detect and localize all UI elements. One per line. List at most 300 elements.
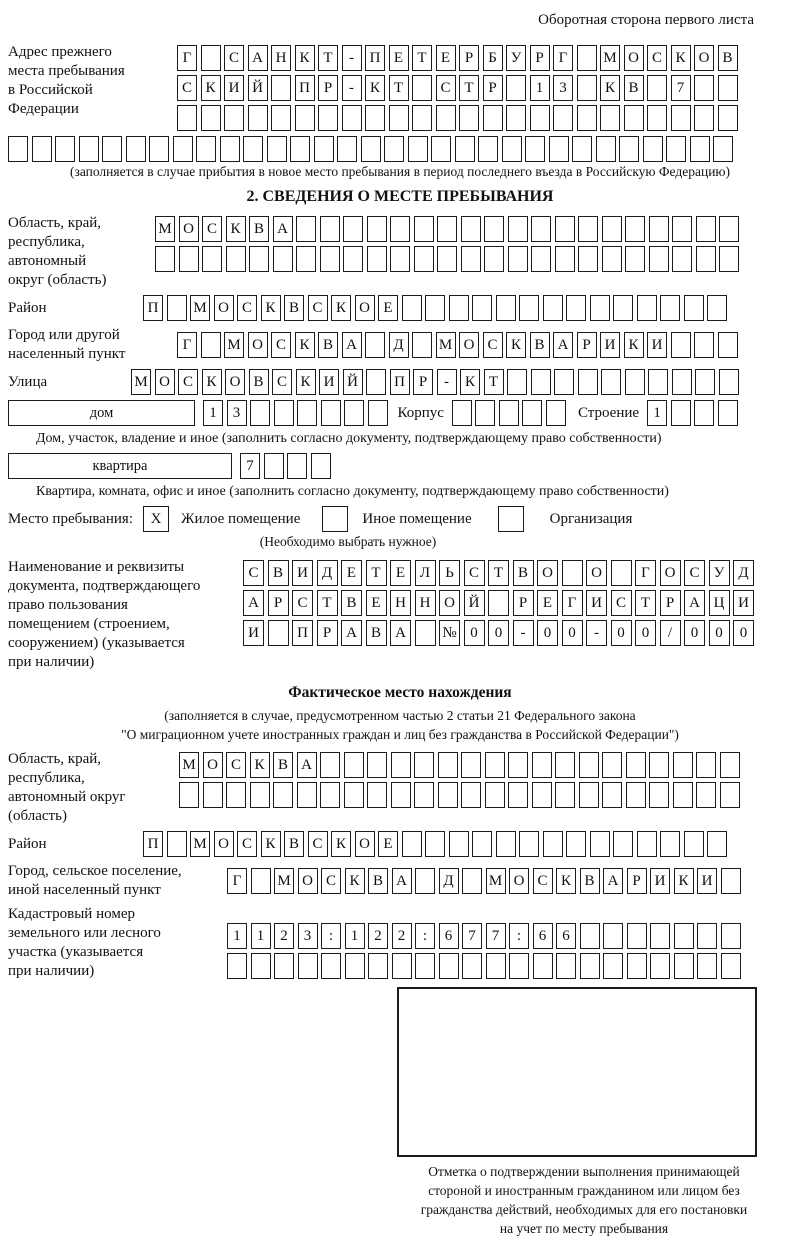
form-cell: № (439, 620, 460, 646)
actual-district-label: Район (8, 836, 47, 852)
form-cell: Т (412, 45, 432, 71)
form-cell (452, 400, 472, 426)
form-cell: К (365, 75, 385, 101)
form-cell: Р (413, 369, 433, 395)
form-cell (522, 400, 542, 426)
form-cell: А (603, 868, 623, 894)
stay-option-residential-label: Жилое помещение (181, 510, 301, 527)
form-cell: 2 (392, 923, 412, 949)
form-cell (625, 369, 645, 395)
form-cell (173, 136, 193, 162)
region-row-2 (155, 246, 739, 272)
form-cell: К (295, 45, 315, 71)
form-cell: С (177, 75, 197, 101)
form-cell (344, 752, 364, 778)
form-cell: А (390, 620, 411, 646)
form-cell (55, 136, 75, 162)
form-cell: 1 (345, 923, 365, 949)
form-cell: В (249, 369, 269, 395)
form-cell: С (483, 332, 503, 358)
form-cell (684, 295, 704, 321)
form-cell (496, 295, 516, 321)
form-cell (249, 246, 269, 272)
form-cell (625, 216, 645, 242)
form-cell (643, 136, 663, 162)
form-cell: 6 (533, 923, 553, 949)
form-cell (619, 136, 639, 162)
form-cell (566, 831, 586, 857)
form-cell: С (436, 75, 456, 101)
form-cell (578, 246, 598, 272)
form-cell: И (243, 620, 264, 646)
form-cell (577, 45, 597, 71)
actual-district-row (143, 831, 727, 857)
form-cell (580, 953, 600, 979)
form-cell (201, 105, 221, 131)
form-cell: Р (577, 332, 597, 358)
form-cell (519, 831, 539, 857)
stay-type-label: Место пребывания: (8, 510, 133, 527)
form-cell: С (611, 590, 632, 616)
form-cell: Н (271, 45, 291, 71)
form-cell: М (155, 216, 175, 242)
form-cell: 6 (556, 923, 576, 949)
form-cell: В (249, 216, 269, 242)
form-cell (449, 295, 469, 321)
form-cell: А (248, 45, 268, 71)
actual-region-row-2 (179, 782, 740, 808)
stay-note: (Необходимо выбрать нужное) (259, 534, 437, 549)
form-cell (337, 136, 357, 162)
form-cell (578, 369, 598, 395)
form-cell (672, 216, 692, 242)
form-cell: П (365, 45, 385, 71)
form-cell (627, 923, 647, 949)
actual-city-block (8, 862, 792, 900)
form-cell (613, 831, 633, 857)
form-cell (596, 136, 616, 162)
form-cell: : (321, 923, 341, 949)
prev-address-label: Адрес прежнего места пребывания в Российской Федерации (8, 44, 125, 117)
region-label: Область, край, республика, автономный округ (область) (8, 215, 107, 288)
form-cell: 2 (368, 923, 388, 949)
form-cell: И (733, 590, 754, 616)
form-cell: С (464, 560, 485, 586)
form-cell (220, 136, 240, 162)
form-cell (647, 75, 667, 101)
form-cell: Й (464, 590, 485, 616)
form-cell: С (237, 295, 257, 321)
form-cell (314, 136, 334, 162)
form-cell: Д (389, 332, 409, 358)
form-cell (696, 752, 716, 778)
form-cell: Й (343, 369, 363, 395)
form-cell (509, 953, 529, 979)
form-cell: 1 (647, 400, 667, 426)
stay-type-block (8, 506, 792, 532)
form-cell: К (624, 332, 644, 358)
form-cell: 7 (671, 75, 691, 101)
actual-location-caption: (заполняется в случае, предусмотренном частью 2 статьи 21 Федерального закона "О миграционном учете иностранных граждан и лиц без гражданства в Российской Федерации") (121, 708, 679, 742)
form-cell: Н (390, 590, 411, 616)
form-cell (462, 868, 482, 894)
house-block (8, 400, 792, 426)
form-cell: Е (378, 295, 398, 321)
form-cell: О (298, 868, 318, 894)
form-cell (179, 246, 199, 272)
district-block (8, 295, 792, 321)
form-cell (721, 923, 741, 949)
form-cell (438, 782, 458, 808)
form-cell: И (586, 590, 607, 616)
region-row-1 (155, 216, 739, 242)
form-cell: П (292, 620, 313, 646)
city-label: Город или другой населенный пункт (8, 327, 126, 362)
form-cell: Т (484, 369, 504, 395)
form-cell (578, 216, 598, 242)
form-cell (532, 782, 552, 808)
form-cell: С (647, 45, 667, 71)
apartment-block (8, 453, 792, 479)
form-cell: Т (366, 560, 387, 586)
form-cell: Ц (709, 590, 730, 616)
form-cell: Е (366, 590, 387, 616)
form-cell (543, 831, 563, 857)
section2-title: 2. СВЕДЕНИЯ О МЕСТЕ ПРЕБЫВАНИЯ (246, 188, 554, 205)
form-cell (485, 752, 505, 778)
form-cell: К (226, 216, 246, 242)
form-cell (367, 216, 387, 242)
form-cell (713, 136, 733, 162)
form-cell: Т (318, 45, 338, 71)
form-cell: Т (389, 75, 409, 101)
form-cell (439, 953, 459, 979)
cadastre-block (8, 905, 792, 981)
street-block (8, 369, 792, 395)
form-cell: М (224, 332, 244, 358)
form-cell (532, 752, 552, 778)
region-block (8, 214, 792, 290)
form-cell: С (178, 369, 198, 395)
form-cell: Т (635, 590, 656, 616)
form-cell (666, 136, 686, 162)
form-cell: 1 (203, 400, 223, 426)
form-cell (555, 752, 575, 778)
form-cell (674, 923, 694, 949)
form-cell (485, 782, 505, 808)
form-cell (342, 105, 362, 131)
form-cell: В (341, 590, 362, 616)
form-cell: С (684, 560, 705, 586)
form-cell (673, 782, 693, 808)
form-cell (268, 620, 289, 646)
form-cell (549, 136, 569, 162)
form-cell (506, 105, 526, 131)
form-cell (707, 295, 727, 321)
form-cell (625, 246, 645, 272)
prev-address-caption: (заполняется в случае прибытия в новое место пребывания в период последнего въезда в Российскую Федерацию) (69, 164, 731, 179)
form-cell: К (345, 868, 365, 894)
form-cell: В (318, 332, 338, 358)
form-cell: М (190, 831, 210, 857)
form-cell (484, 216, 504, 242)
form-cell: В (284, 295, 304, 321)
form-cell: / (660, 620, 681, 646)
form-cell (696, 782, 716, 808)
form-cell: С (202, 216, 222, 242)
form-cell (201, 332, 221, 358)
form-cell (650, 923, 670, 949)
form-cell (577, 105, 597, 131)
form-cell: Л (415, 560, 436, 586)
form-cell (391, 782, 411, 808)
form-cell: Д (317, 560, 338, 586)
form-cell (415, 868, 435, 894)
form-cell: И (319, 369, 339, 395)
form-cell (508, 782, 528, 808)
form-cell (472, 295, 492, 321)
form-cell: Р (317, 620, 338, 646)
form-cell (438, 752, 458, 778)
form-cell (425, 295, 445, 321)
form-cell (556, 953, 576, 979)
form-cell: У (506, 45, 526, 71)
form-cell (649, 246, 669, 272)
form-cell (718, 75, 738, 101)
form-cell: 0 (488, 620, 509, 646)
form-cell: О (214, 295, 234, 321)
district-label: Район (8, 300, 47, 316)
stay-checkbox-other (322, 506, 348, 532)
form-cell: Р (268, 590, 289, 616)
form-cell (455, 136, 475, 162)
form-cell (226, 782, 246, 808)
apartment-box-label: квартира (8, 453, 232, 479)
form-cell (149, 136, 169, 162)
form-cell: К (600, 75, 620, 101)
form-cell: 3 (298, 923, 318, 949)
form-cell (461, 216, 481, 242)
form-cell (543, 295, 563, 321)
form-cell (343, 216, 363, 242)
prev-address-row-2 (177, 75, 738, 101)
form-cell (201, 45, 221, 71)
form-cell (484, 246, 504, 272)
form-cell (602, 752, 622, 778)
form-cell (684, 831, 704, 857)
street-label: Улица (8, 374, 48, 390)
form-cell (673, 752, 693, 778)
cadastre-rows (227, 923, 741, 979)
form-cell (344, 400, 364, 426)
form-cell: В (284, 831, 304, 857)
form-cell (365, 105, 385, 131)
form-cell (579, 752, 599, 778)
stay-option-other-label: Иное помещение (362, 510, 472, 527)
form-cell (674, 953, 694, 979)
form-cell: М (179, 752, 199, 778)
stamp-caption: Отметка о подтверждении выполнения принимающей стороной и иностранным гражданином или лицом без гражданства действий, необходимых для его постановки на учет по месту пребывания (420, 1164, 748, 1236)
form-cell (368, 400, 388, 426)
form-cell (603, 953, 623, 979)
form-cell (507, 369, 527, 395)
form-cell (251, 868, 271, 894)
form-cell (577, 75, 597, 101)
form-cell (533, 953, 553, 979)
form-cell (697, 923, 717, 949)
form-cell (647, 105, 667, 131)
form-cell: К (295, 332, 315, 358)
form-cell (508, 752, 528, 778)
form-cell: Г (562, 590, 583, 616)
korpus-label: Корпус (397, 405, 444, 421)
form-cell (345, 953, 365, 979)
form-cell (601, 369, 621, 395)
form-cell (461, 782, 481, 808)
form-cell (611, 560, 632, 586)
form-cell: О (179, 216, 199, 242)
cadastre-row-1 (227, 923, 741, 949)
form-cell (367, 782, 387, 808)
form-cell: 6 (439, 923, 459, 949)
form-cell (414, 752, 434, 778)
form-cell (695, 369, 715, 395)
form-cell: С (321, 868, 341, 894)
header-note: Оборотная сторона первого листа (538, 12, 754, 28)
form-cell: К (202, 369, 222, 395)
document-rows (243, 560, 754, 646)
form-cell: П (143, 831, 163, 857)
form-cell (298, 953, 318, 979)
form-cell: П (143, 295, 163, 321)
form-cell (226, 246, 246, 272)
form-cell: С (308, 295, 328, 321)
form-cell: : (415, 923, 435, 949)
form-cell: - (513, 620, 534, 646)
form-cell: О (203, 752, 223, 778)
form-cell (531, 369, 551, 395)
form-cell (408, 136, 428, 162)
form-cell (296, 216, 316, 242)
form-cell (318, 105, 338, 131)
form-cell (415, 620, 436, 646)
form-cell (648, 369, 668, 395)
form-cell (671, 400, 691, 426)
form-cell: - (586, 620, 607, 646)
form-cell: К (460, 369, 480, 395)
form-cell: А (341, 620, 362, 646)
form-cell: В (273, 752, 293, 778)
form-cell (707, 831, 727, 857)
form-cell (602, 246, 622, 272)
form-cell: К (556, 868, 576, 894)
form-cell (525, 136, 545, 162)
form-cell (718, 105, 738, 131)
form-cell: М (274, 868, 294, 894)
form-cell (320, 752, 340, 778)
form-cell (660, 831, 680, 857)
form-cell: М (486, 868, 506, 894)
form-cell: Р (318, 75, 338, 101)
document-label: Наименование и реквизиты документа, подтверждающего право пользования помещением (строением, сооружением) (указывается при наличии) (8, 559, 201, 670)
house-box-label: дом (8, 400, 195, 426)
form-cell (344, 782, 364, 808)
form-cell: С (271, 332, 291, 358)
form-cell: Е (537, 590, 558, 616)
actual-region-rows (179, 752, 740, 808)
form-cell (296, 246, 316, 272)
form-cell: Т (459, 75, 479, 101)
form-cell: 7 (462, 923, 482, 949)
actual-location-title: Фактическое место нахождения (288, 684, 512, 701)
form-cell (179, 782, 199, 808)
form-cell: М (436, 332, 456, 358)
form-cell: С (237, 831, 257, 857)
form-cell: С (533, 868, 553, 894)
form-cell: К (261, 831, 281, 857)
form-cell (718, 332, 738, 358)
form-cell: Б (483, 45, 503, 71)
cadastre-row-2 (227, 953, 741, 979)
form-cell: И (647, 332, 667, 358)
house-row (203, 400, 388, 426)
form-cell (579, 782, 599, 808)
stay-checkbox-organization (498, 506, 524, 532)
form-cell (590, 295, 610, 321)
form-cell (459, 105, 479, 131)
form-cell (562, 560, 583, 586)
form-cell (320, 782, 340, 808)
form-cell (590, 831, 610, 857)
form-cell (177, 105, 197, 131)
form-cell: 0 (635, 620, 656, 646)
form-cell: С (292, 590, 313, 616)
form-cell: : (509, 923, 529, 949)
form-cell (572, 136, 592, 162)
form-cell (531, 246, 551, 272)
form-cell (414, 216, 434, 242)
form-cell: 3 (553, 75, 573, 101)
form-cell: О (660, 560, 681, 586)
form-cell (603, 923, 623, 949)
form-cell (697, 953, 717, 979)
form-cell: - (342, 45, 362, 71)
form-cell (580, 923, 600, 949)
form-cell (274, 400, 294, 426)
form-cell (649, 752, 669, 778)
form-cell: 0 (709, 620, 730, 646)
form-cell (287, 453, 307, 479)
form-cell: О (537, 560, 558, 586)
form-cell: Ь (439, 560, 460, 586)
form-cell (389, 105, 409, 131)
form-cell (391, 752, 411, 778)
form-cell: С (243, 560, 264, 586)
form-cell: Г (635, 560, 656, 586)
form-cell: Р (459, 45, 479, 71)
form-cell (414, 246, 434, 272)
form-cell (719, 369, 739, 395)
form-cell (475, 400, 495, 426)
form-cell: 0 (537, 620, 558, 646)
form-cell (508, 216, 528, 242)
document-row-1 (243, 560, 754, 586)
form-cell: О (439, 590, 460, 616)
form-cell (203, 782, 223, 808)
form-cell: О (586, 560, 607, 586)
form-cell (155, 246, 175, 272)
form-cell: К (674, 868, 694, 894)
